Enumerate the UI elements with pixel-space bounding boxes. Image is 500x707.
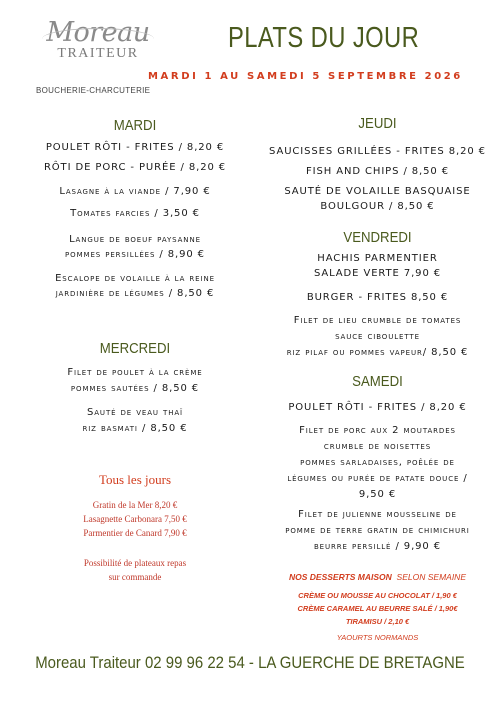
logo-subtitle: TRAITEUR xyxy=(57,46,139,61)
desserts-label: NOS DESSERTS MAISON xyxy=(289,572,392,582)
dish-item: sauce ciboulette xyxy=(335,331,420,342)
day-heading-samedi: SAMEDI xyxy=(352,373,403,390)
desserts-footer: YAOURTS NORMANDS xyxy=(336,633,419,642)
dish-item: FISH AND CHIPS / 8,50 € xyxy=(305,166,449,177)
dish-item: BOULGOUR / 8,50 € xyxy=(320,201,435,212)
dish-item: Sauté de veau thaï xyxy=(86,407,184,418)
dish-item: Filet de julienne mousseline de xyxy=(298,509,457,520)
dish-item: Filet de lieu crumble de tomates xyxy=(293,315,462,326)
desserts-label-suffix: SELON SEMAINE xyxy=(396,572,466,582)
dessert-item: TIRAMISU / 2,10 € xyxy=(345,617,410,626)
dish-item: crumble de noisettes xyxy=(323,441,432,452)
page-title: PLATS DU JOUR xyxy=(228,22,420,54)
daily-item: Lasagnette Carbonara 7,50 € xyxy=(83,514,187,524)
dish-item: SALADE VERTE 7,90 € xyxy=(313,268,442,279)
plateaux-note: sur commande xyxy=(108,572,162,582)
daily-item: Parmentier de Canard 7,90 € xyxy=(83,528,187,538)
day-heading-mardi: MARDI xyxy=(113,117,157,134)
desserts-heading xyxy=(245,572,500,582)
dish-item: riz basmati / 8,50 € xyxy=(82,423,188,434)
day-heading-vendredi: VENDREDI xyxy=(343,229,412,246)
dish-item: Lasagne à la viande / 7,90 € xyxy=(59,186,211,197)
dish-item: POULET RÔTI - FRITES / 8,20 € xyxy=(45,142,225,153)
dish-item: SAUTÉ DE VOLAILLE BASQUAISE xyxy=(284,186,471,197)
dish-item: pommes persillées / 8,90 € xyxy=(65,249,205,260)
dish-item: légumes ou purée de patate douce / xyxy=(287,473,468,484)
page-footer: Moreau Traiteur 02 99 96 22 54 - LA GUERCHE DE BRETAGNE xyxy=(35,653,465,672)
dish-item: HACHIS PARMENTIER xyxy=(317,253,438,264)
date-range: MARDI 1 AU SAMEDI 5 SEPTEMBRE 2026 xyxy=(148,71,463,82)
dish-item: beurre persillé / 9,90 € xyxy=(313,541,442,552)
dish-item: pommes sautées / 8,50 € xyxy=(70,383,200,394)
dish-item: 9,50 € xyxy=(358,489,397,500)
dessert-item: CRÈME CARAMEL AU BEURRE SALÉ / 1,90€ xyxy=(297,604,458,613)
day-heading-mercredi: MERCREDI xyxy=(99,340,171,357)
dish-item: jardinière de légumes / 8,50 € xyxy=(55,288,215,299)
dish-item: BURGER - FRITES 8,50 € xyxy=(306,292,449,303)
plateaux-note: Possibilité de plateaux repas xyxy=(83,558,187,568)
dish-item: Tomates farcies / 3,50 € xyxy=(70,208,200,219)
brand-tagline: BOUCHERIE-CHARCUTERIE xyxy=(36,86,151,95)
dessert-item: CRÈME OU MOUSSE AU CHOCOLAT / 1,90 € xyxy=(298,591,457,600)
dish-item: pommes sarladaises, poêlée de xyxy=(300,457,455,468)
logo-name: Moreau xyxy=(46,17,150,48)
dish-item: Filet de poulet à la crème xyxy=(67,367,203,378)
right-column xyxy=(245,0,500,707)
dish-item: SAUCISSES GRILLÉES - FRITES 8,20 € xyxy=(269,146,486,157)
daily-item: Gratin de la Mer 8,20 € xyxy=(92,500,178,510)
dish-item: Filet de porc aux 2 moutardes xyxy=(299,425,456,436)
dish-item: pomme de terre gratin de chimichuri xyxy=(285,525,470,536)
dish-item: POULET RÔTI - FRITES / 8,20 € xyxy=(288,402,467,413)
dish-item: Langue de boeuf paysanne xyxy=(69,234,201,245)
dish-item: Escalope de volaille à la reine xyxy=(55,273,215,284)
day-heading-jeudi: JEUDI xyxy=(358,115,397,132)
dish-item: RÔTI DE PORC - PURÉE / 8,20 € xyxy=(43,162,227,173)
dish-item: riz pilaf ou pommes vapeur/ 8,50 € xyxy=(286,347,469,358)
tous-les-jours-heading: Tous les jours xyxy=(98,472,172,487)
